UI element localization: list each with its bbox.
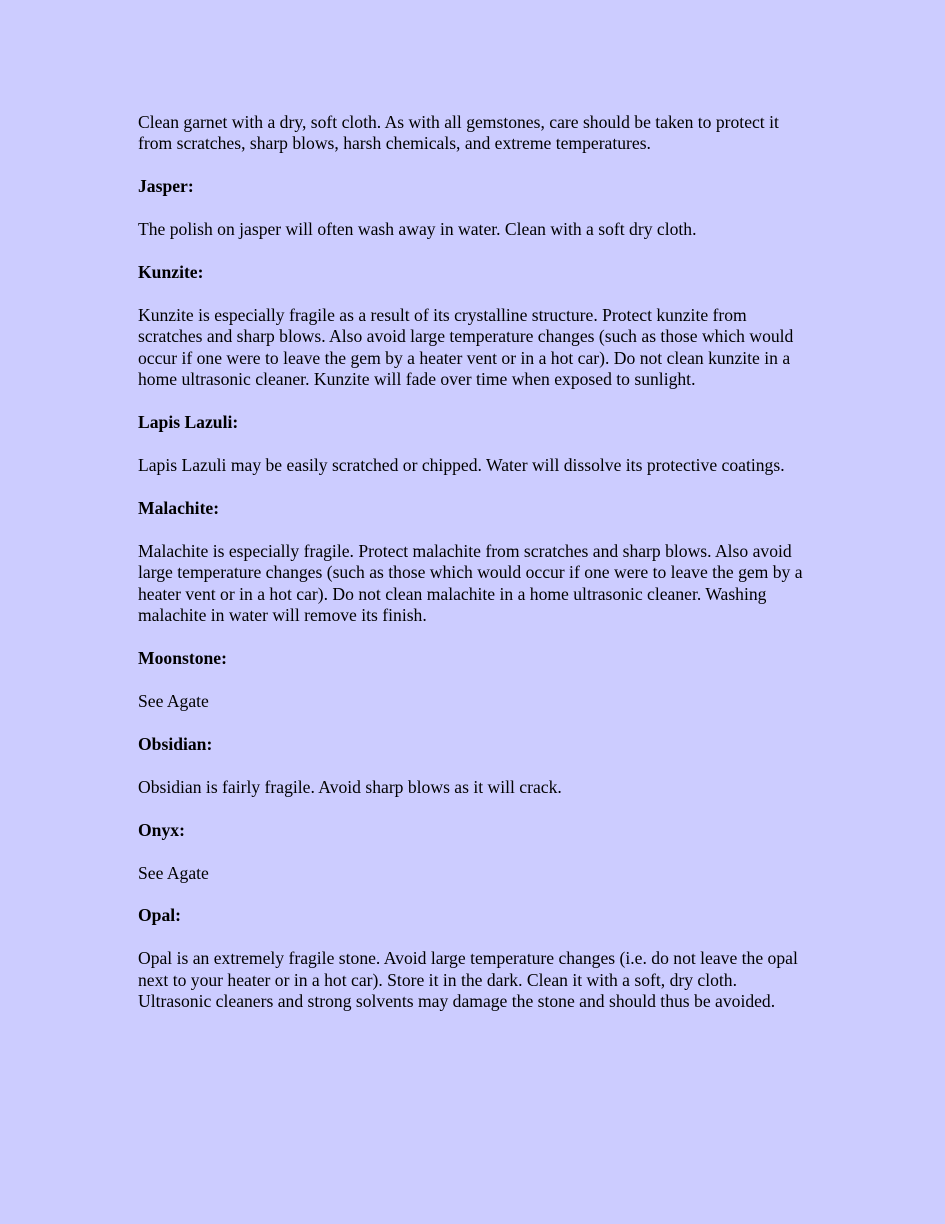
heading-lapis-lazuli: Lapis Lazuli:: [138, 412, 239, 433]
heading-onyx: Onyx:: [138, 819, 185, 840]
heading-obsidian: Obsidian:: [138, 733, 213, 754]
paragraph-garnet-care: Clean garnet with a dry, soft cloth. As with all gemstones, care should be taken to protect it from scratches, sharp blows, harsh chemicals, and extreme temperatures.: [138, 112, 779, 154]
paragraph-moonstone-care: See Agate: [138, 690, 209, 711]
heading-kunzite: Kunzite:: [138, 262, 204, 283]
paragraph-jasper-care: The polish on jasper will often wash away in water. Clean with a soft dry cloth.: [138, 219, 697, 240]
heading-malachite: Malachite:: [138, 497, 220, 518]
heading-moonstone: Moonstone:: [138, 648, 227, 668]
paragraph-onyx-care: See Agate: [138, 862, 209, 883]
document-body: [138, 112, 810, 1013]
paragraph-malachite-care: Malachite is especially fragile. Protect malachite from scratches and sharp blows. Also avoid large temperature changes (such as those which would occur if one were to leave the gem by a heater vent or in a hot car). Do not clean malachite in a home ultrasonic cleaner. Washing malachite in water will remove its finish.: [138, 540, 803, 626]
paragraph-obsidian-care: Obsidian is fairly fragile. Avoid sharp blows as it will crack.: [138, 776, 562, 797]
heading-opal: Opal:: [138, 905, 182, 926]
heading-jasper: Jasper:: [138, 176, 194, 197]
paragraph-opal-care: Opal is an extremely fragile stone. Avoid large temperature changes (i.e. do not leave the opal next to your heater or in a hot car). Store it in the dark. Clean it with a soft, dry cloth. Ultrasonic cleaners and strong solvents may damage the stone and should thus be avoided.: [138, 948, 798, 1012]
paragraph-kunzite-care: Kunzite is especially fragile as a result of its crystalline structure. Protect kunzite from scratches and sharp blows. Also avoid large temperature changes (such as those which would occur if one were to leave the gem by a heater vent or in a hot car). Do not clean kunzite in a home ultrasonic cleaner. Kunzite will fade over time when exposed to sunlight.: [138, 305, 794, 390]
paragraph-lapis-lazuli-care: Lapis Lazuli may be easily scratched or chipped. Water will dissolve its protective coatings.: [138, 455, 785, 476]
